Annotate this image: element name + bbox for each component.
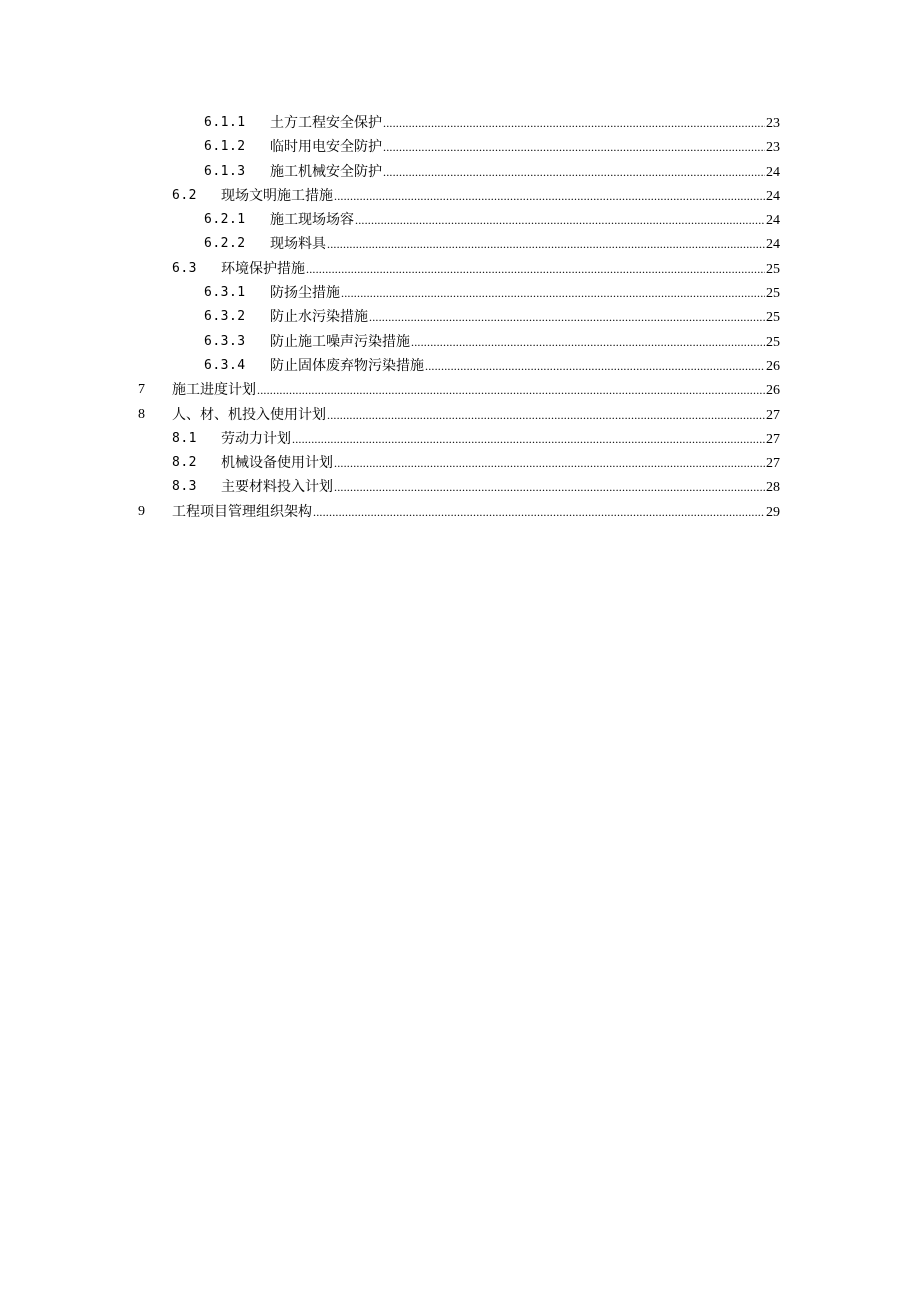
- dot-leader: [341, 281, 765, 305]
- toc-entry-page: 27: [766, 456, 780, 472]
- dot-leader: [334, 184, 765, 208]
- toc-entry-title: 现场文明施工措施: [221, 187, 333, 204]
- toc-entry-page: 26: [766, 358, 780, 374]
- toc-entry-6-1-2[interactable]: [0, 135, 920, 159]
- dot-leader: [334, 475, 765, 499]
- toc-entry-page: 26: [766, 383, 780, 399]
- toc-entry-number: 9: [138, 503, 146, 519]
- dot-leader: [369, 305, 765, 329]
- toc-entry-page: 29: [766, 504, 780, 520]
- toc-entry-number: 6.3.3: [204, 333, 246, 349]
- toc-entry-title: 现场料具: [270, 236, 326, 253]
- toc-entry-page: 27: [766, 431, 780, 447]
- toc-entry-6-2-2[interactable]: [0, 232, 920, 256]
- toc-entry-number: 8.1: [172, 430, 197, 446]
- toc-entry-page: 23: [766, 140, 780, 156]
- toc-entry-page: 25: [766, 310, 780, 326]
- toc-entry-page: 25: [766, 286, 780, 302]
- toc-entry-6-3-3[interactable]: [0, 330, 920, 354]
- toc-entry-6-3-2[interactable]: [0, 305, 920, 329]
- toc-entry-number: 6.2.1: [204, 212, 246, 228]
- toc-entry-8-3[interactable]: [0, 475, 920, 499]
- dot-leader: [327, 232, 765, 256]
- toc-entry-number: 6.1.2: [204, 139, 246, 155]
- dot-leader: [292, 427, 765, 451]
- toc-entry-title: 环境保护措施: [221, 260, 305, 277]
- toc-entry-number: 6.2: [172, 187, 197, 203]
- toc-entry-6-3[interactable]: [0, 257, 920, 281]
- toc-entry-title: 施工现场场容: [270, 212, 354, 229]
- dot-leader: [334, 451, 765, 475]
- dot-leader: [383, 111, 765, 135]
- dot-leader: [327, 403, 765, 427]
- toc-entry-number: 6.3: [172, 260, 197, 276]
- toc-entry-title: 工程项目管理组织架构: [172, 503, 312, 520]
- toc-entry-page: 28: [766, 480, 780, 496]
- toc-entry-title: 防止水污染措施: [270, 309, 368, 326]
- toc-entry-title: 劳动力计划: [221, 430, 291, 447]
- toc-entry-page: 24: [766, 164, 780, 180]
- dot-leader: [355, 208, 765, 232]
- toc-entry-number: 6.3.1: [204, 285, 246, 301]
- toc-entry-8-1[interactable]: [0, 427, 920, 451]
- dot-leader: [411, 330, 765, 354]
- toc-entry-7[interactable]: [0, 378, 920, 402]
- toc-entry-6-3-1[interactable]: [0, 281, 920, 305]
- toc-entry-number: 8.2: [172, 455, 197, 471]
- toc-entry-page: 24: [766, 213, 780, 229]
- toc-entry-6-2[interactable]: [0, 184, 920, 208]
- toc-entry-title: 主要材料投入计划: [221, 479, 333, 496]
- dot-leader: [383, 135, 765, 159]
- toc-entry-number: 7: [138, 382, 146, 398]
- toc-entry-title: 施工进度计划: [172, 382, 256, 399]
- toc-entry-number: 8.3: [172, 479, 197, 495]
- toc-entry-number: 6.2.2: [204, 236, 246, 252]
- toc-entry-number: 8: [138, 406, 146, 422]
- toc-entry-6-2-1[interactable]: [0, 208, 920, 232]
- toc-entry-page: 27: [766, 407, 780, 423]
- toc-entry-title: 土方工程安全保护: [270, 115, 382, 131]
- toc-entry-8-2[interactable]: [0, 451, 920, 475]
- toc-entry-title: 施工机械安全防护: [270, 163, 382, 180]
- toc-entry-number: 6.1.1: [204, 115, 246, 130]
- dot-leader: [425, 354, 765, 378]
- toc-entry-number: 6.1.3: [204, 163, 246, 179]
- toc-entry-page: 25: [766, 334, 780, 350]
- toc-entry-page: 23: [766, 116, 780, 131]
- toc-entry-page: 24: [766, 188, 780, 204]
- dot-leader: [306, 257, 765, 281]
- toc-entry-page: 24: [766, 237, 780, 253]
- toc-entry-title: 人、材、机投入使用计划: [172, 406, 326, 423]
- toc-entry-page: 25: [766, 261, 780, 277]
- toc-entry-6-3-4[interactable]: [0, 354, 920, 378]
- toc-entry-title: 防止施工噪声污染措施: [270, 333, 410, 350]
- toc-entry-title: 防止固体废弃物污染措施: [270, 357, 424, 374]
- toc-entry-8[interactable]: [0, 403, 920, 427]
- toc-entry-6-1-1[interactable]: [0, 111, 920, 135]
- toc-entry-title: 机械设备使用计划: [221, 455, 333, 472]
- toc-entry-title: 临时用电安全防护: [270, 139, 382, 156]
- dot-leader: [313, 500, 765, 524]
- toc-entry-number: 6.3.2: [204, 309, 246, 325]
- table-of-contents: [0, 111, 920, 524]
- toc-entry-title: 防扬尘措施: [270, 285, 340, 302]
- dot-leader: [383, 160, 765, 184]
- toc-entry-6-1-3[interactable]: [0, 160, 920, 184]
- dot-leader: [257, 378, 765, 402]
- toc-entry-9[interactable]: [0, 500, 920, 524]
- toc-entry-number: 6.3.4: [204, 357, 246, 373]
